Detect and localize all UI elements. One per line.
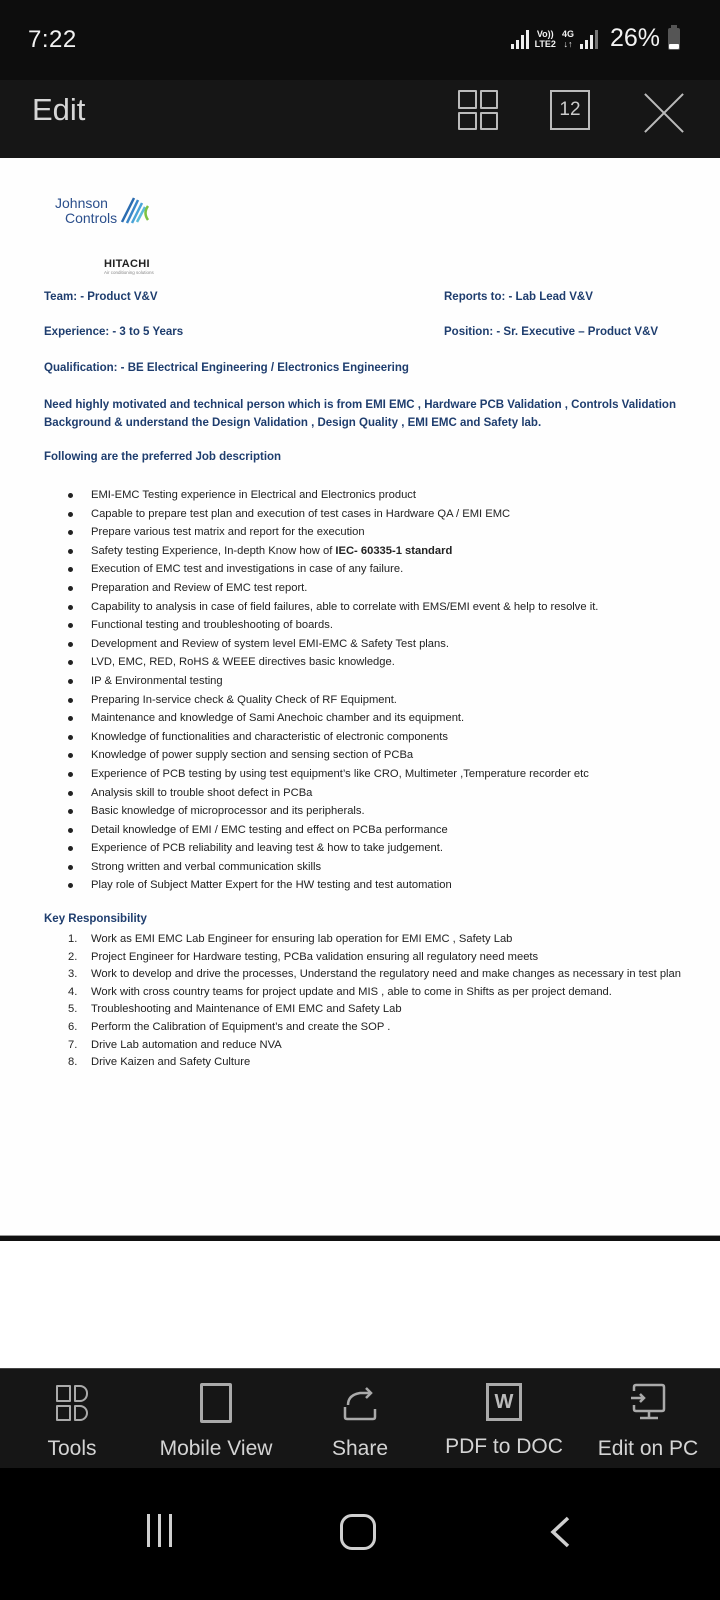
- list-item: Knowledge of power supply section and sensing section of PCBa: [66, 746, 598, 765]
- data-4g-icon: 4G ↓↑: [561, 28, 574, 49]
- status-indicators: [511, 24, 680, 53]
- list-item: IP & Environmental testing: [66, 672, 598, 691]
- johnson-controls-mark-icon: [118, 194, 154, 226]
- list-item: LVD, EMC, RED, RoHS & WEEE directives basic knowledge.: [66, 653, 598, 672]
- list-item: Strong written and verbal communication skills: [66, 858, 598, 877]
- list-item: EMI-EMC Testing experience in Electrical and Electronics product: [66, 486, 598, 505]
- position-field: Position: - Sr. Executive – Product V&V: [444, 326, 659, 338]
- page-count-icon[interactable]: 12: [550, 90, 590, 130]
- volte-icon: Vo)) LTE2: [534, 28, 556, 49]
- page-divider: [0, 1235, 720, 1241]
- list-item: Preparation and Review of EMC test report.: [66, 579, 598, 598]
- share-icon: [340, 1383, 380, 1423]
- list-item: Analysis skill to trouble shoot defect in PCBa: [66, 784, 598, 803]
- johnson-controls-logo: Johnson Controls: [55, 195, 118, 226]
- job-description-list: [66, 486, 598, 895]
- home-icon[interactable]: [340, 1514, 376, 1550]
- back-icon[interactable]: [548, 1516, 572, 1548]
- hitachi-logo: HITACHI: [104, 258, 150, 270]
- edit-title[interactable]: Edit: [32, 92, 86, 127]
- list-item: Development and Review of system level EMI-EMC & Safety Test plans.: [66, 635, 598, 654]
- list-item: Capable to prepare test plan and execution of test cases in Hardware QA / EMI EMC: [66, 505, 598, 524]
- thumbnail-grid-icon[interactable]: [458, 90, 498, 130]
- qualification-field: Qualification: - BE Electrical Engineering / Electronics Engineering: [44, 362, 409, 374]
- pdf-to-doc-button[interactable]: W PDF to DOC: [432, 1369, 576, 1468]
- list-item: Basic knowledge of microprocessor and its peripherals.: [66, 802, 598, 821]
- hitachi-tagline: Air conditioning solutions: [104, 270, 154, 275]
- status-time: 7:22: [28, 26, 77, 53]
- list-item: 4. Work with cross country teams for project update and MIS , able to come in Shifts as per project demand.: [68, 985, 612, 998]
- list-item: Knowledge of functionalities and characteristic of electronic components: [66, 728, 598, 747]
- list-item: 6. Perform the Calibration of Equipment’s and create the SOP .: [68, 1020, 391, 1033]
- tools-button[interactable]: Tools: [0, 1369, 144, 1468]
- list-item: Maintenance and knowledge of Sami Anechoic chamber and its equipment.: [66, 709, 598, 728]
- team-field: Team: - Product V&V: [44, 291, 158, 303]
- status-bar: [0, 0, 720, 80]
- mobile-view-button[interactable]: Mobile View: [144, 1369, 288, 1468]
- list-item: 1. Work as EMI EMC Lab Engineer for ensuring lab operation for EMI EMC , Safety Lab: [68, 933, 513, 945]
- list-item: 7. Drive Lab automation and reduce NVA: [68, 1038, 282, 1051]
- close-icon[interactable]: [642, 90, 686, 134]
- list-item: 5. Troubleshooting and Maintenance of EMI EMC and Safety Lab: [68, 1003, 402, 1016]
- list-item: Execution of EMC test and investigations in case of any failure.: [66, 560, 598, 579]
- battery-percent: 26%: [609, 24, 660, 52]
- list-item: Play role of Subject Matter Expert for the HW testing and test automation: [66, 876, 598, 895]
- list-item: 2. Project Engineer for Hardware testing, PCBa validation ensuring all regulatory need meets: [68, 950, 539, 963]
- battery-icon: [668, 28, 680, 50]
- tools-icon: [52, 1383, 92, 1423]
- key-responsibility-list: [66, 931, 686, 1072]
- list-item: Preparing In-service check & Quality Check of RF Equipment.: [66, 691, 598, 710]
- list-item: Experience of PCB reliability and leaving test & how to take judgement.: [66, 839, 598, 858]
- signal-icon: [511, 29, 529, 49]
- recent-apps-icon[interactable]: [147, 1514, 172, 1547]
- intro-paragraph: Need highly motivated and technical person which is from EMI EMC , Hardware PCB Validation , Controls Validation Background & understand the Design Validation , Design Quality , EMI EMC and Safety lab.: [44, 399, 676, 429]
- document-page: [0, 158, 720, 1235]
- job-description-heading: Following are the preferred Job description: [44, 451, 282, 463]
- list-item: Experience of PCB testing by using test equipment’s like CRO, Multimeter ,Temperature recorder etc: [66, 765, 598, 784]
- list-item: Capability to analysis in case of field failures, able to correlate with EMS/EMI event & help to resolve it.: [66, 598, 598, 617]
- bottom-toolbar: [0, 1368, 720, 1468]
- edit-on-pc-button[interactable]: Edit on PC: [576, 1369, 720, 1468]
- reports-to-field: Reports to: - Lab Lead V&V: [444, 291, 593, 303]
- signal-icon-2: [580, 29, 598, 49]
- list-item: 8. Drive Kaizen and Safety Culture: [68, 1056, 251, 1069]
- system-nav-bar: [0, 1468, 720, 1600]
- app-header: [0, 80, 720, 158]
- list-item: 3. Work to develop and drive the processes, Understand the regulatory need and make changes as necessary in test plan: [68, 968, 681, 981]
- list-item: Prepare various test matrix and report for the execution: [66, 523, 598, 542]
- document-viewer[interactable]: [0, 158, 720, 1368]
- share-button[interactable]: Share: [288, 1369, 432, 1468]
- list-item: Functional testing and troubleshooting of boards.: [66, 616, 598, 635]
- list-item: Detail knowledge of EMI / EMC testing and effect on PCBa performance: [66, 821, 598, 840]
- edit-on-pc-icon: [628, 1383, 668, 1423]
- experience-field: Experience: - 3 to 5 Years: [44, 326, 184, 338]
- key-responsibility-heading: Key Responsibility: [44, 913, 147, 925]
- list-item: Safety testing Experience, In-depth Know how of IEC- 60335-1 standard: [66, 542, 598, 561]
- mobile-view-icon: [200, 1383, 232, 1423]
- word-doc-icon: W: [486, 1383, 522, 1421]
